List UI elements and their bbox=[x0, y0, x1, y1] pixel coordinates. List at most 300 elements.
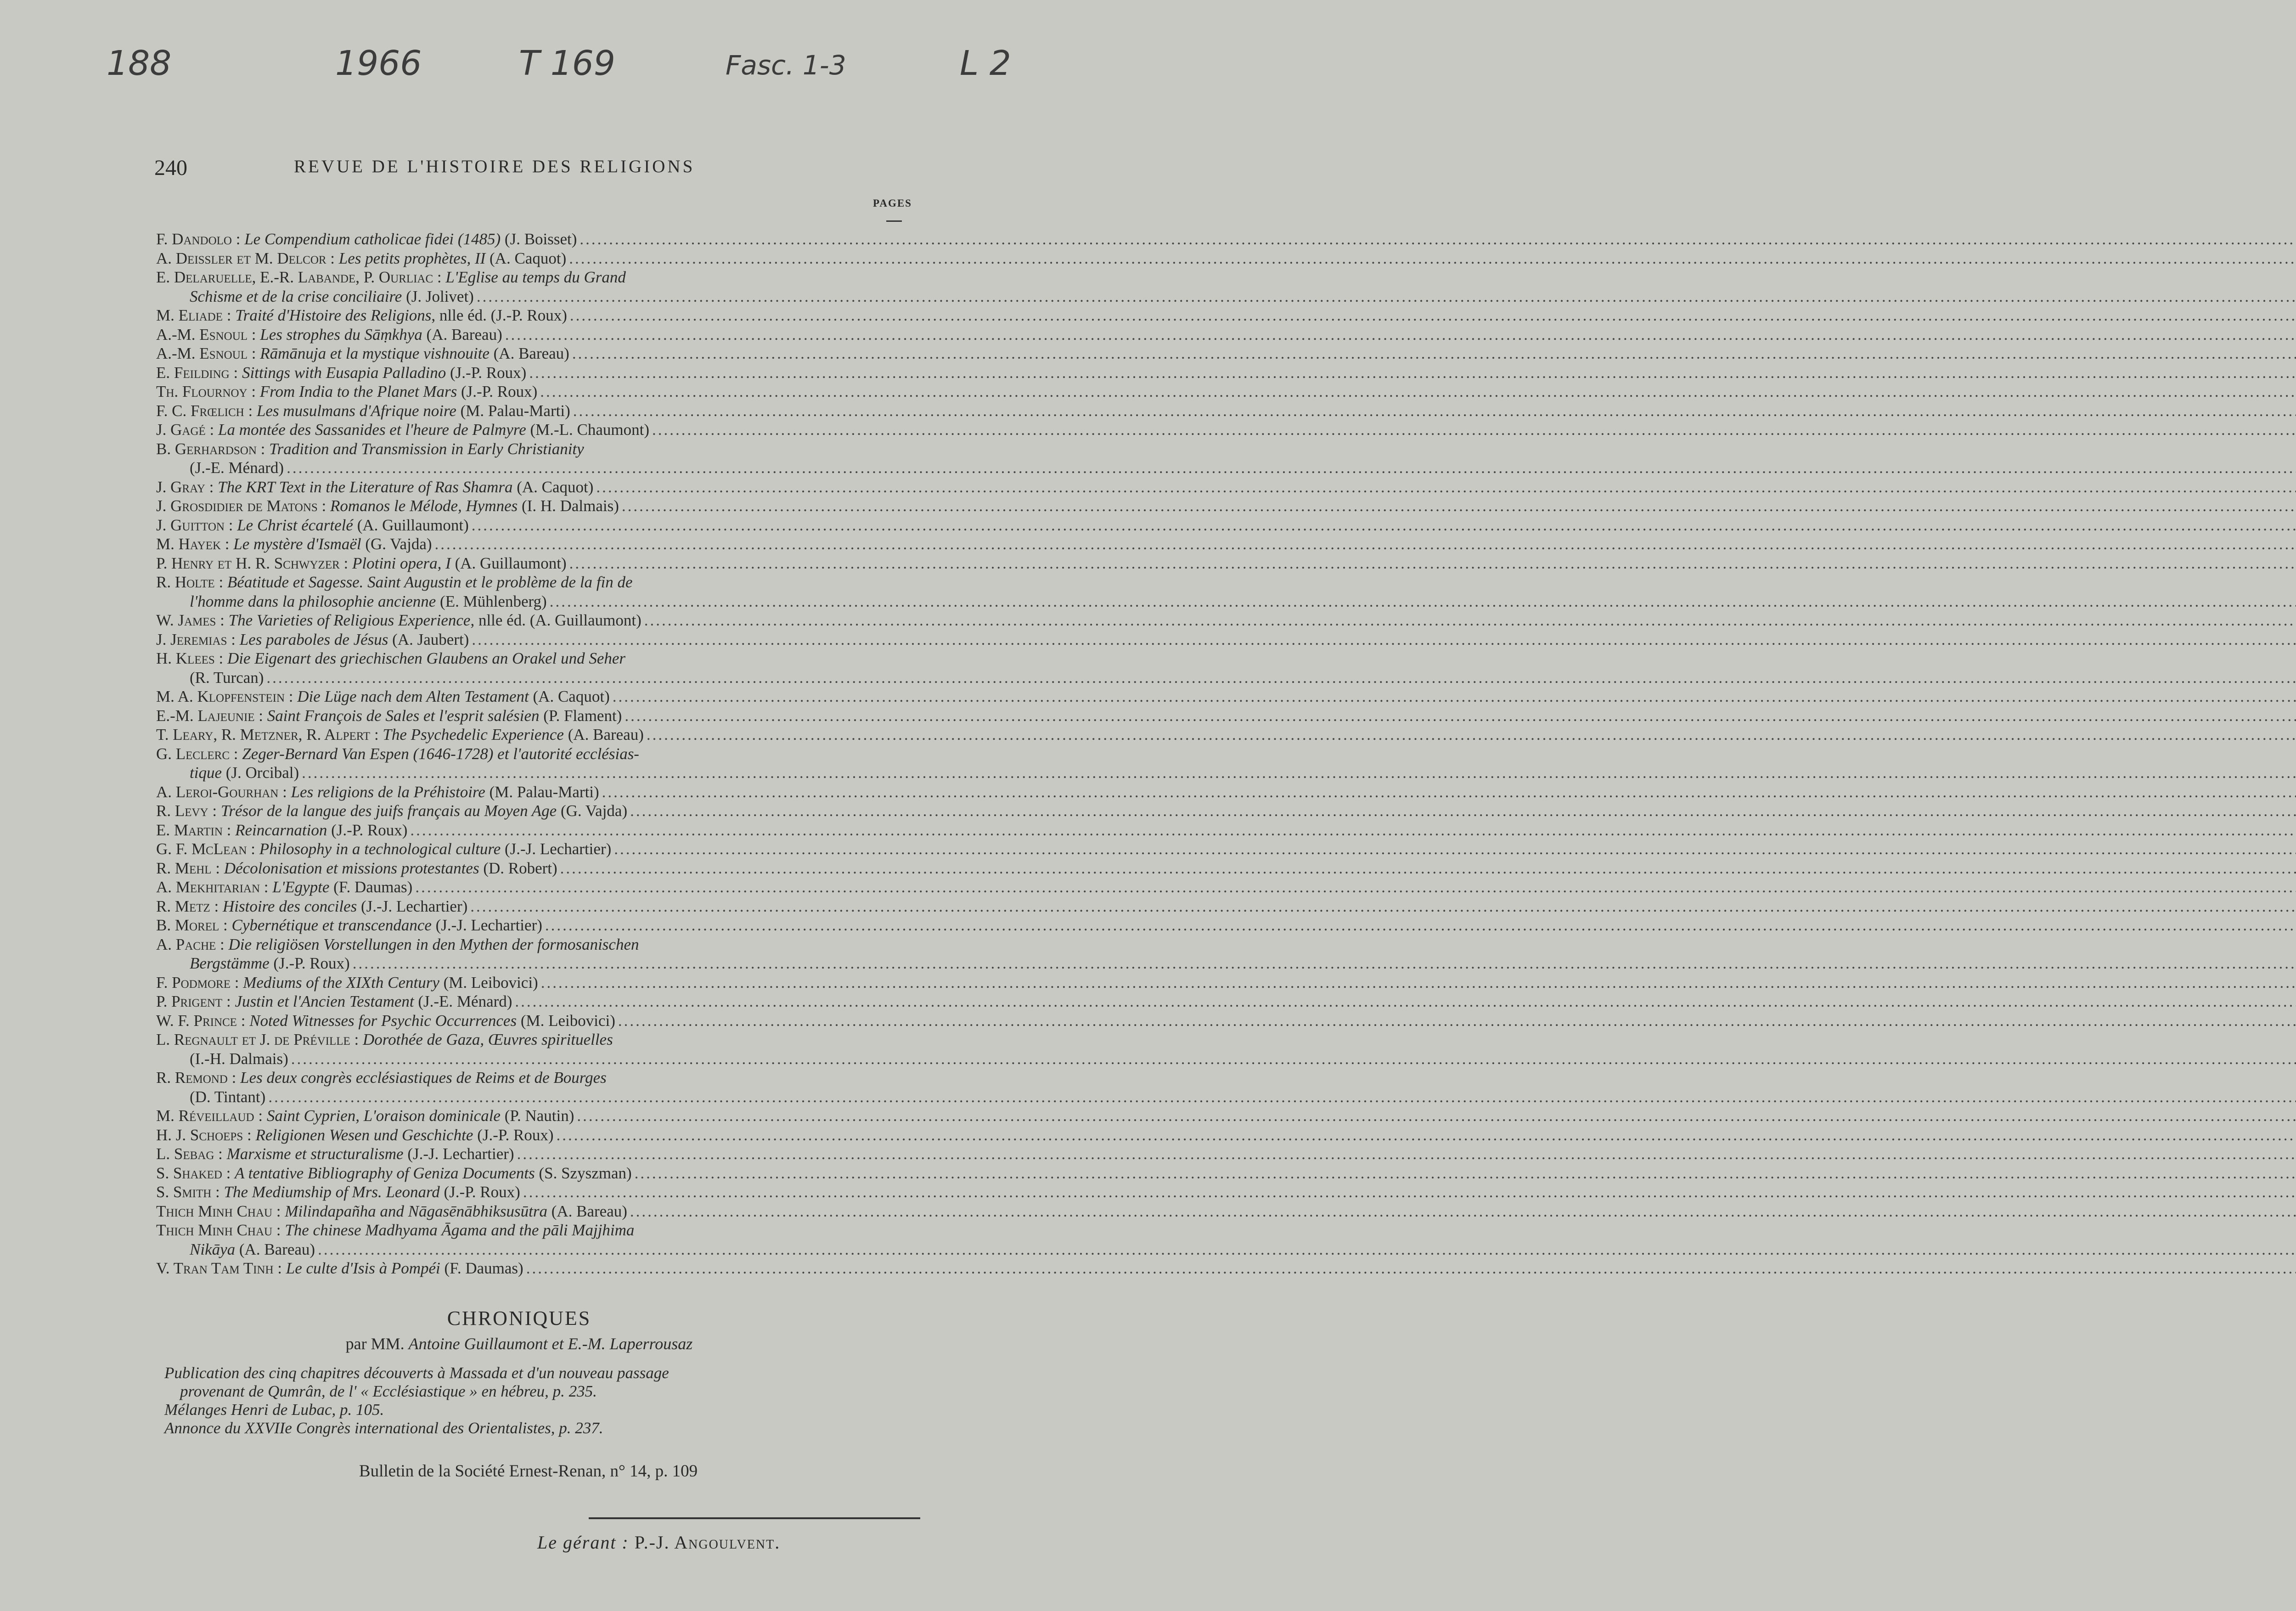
entry-text bbox=[156, 649, 625, 668]
entry-author: M. Eliade : bbox=[156, 306, 236, 324]
entry-title: The Varieties of Religious Experience bbox=[228, 611, 471, 629]
entry-reviewer: (A. Bareau) bbox=[547, 1202, 627, 1220]
entry-text bbox=[156, 382, 537, 401]
entry-line bbox=[156, 573, 924, 592]
entry-title: Les petits prophètes, II bbox=[338, 249, 486, 267]
entry-author: A.-M. Esnoul : bbox=[156, 344, 260, 362]
gerant-line bbox=[537, 1532, 780, 1553]
entry-reviewer: (A. Guillaumont) bbox=[450, 554, 567, 572]
entry-reviewer: (J.-J. Lechartier) bbox=[501, 840, 612, 858]
entry-reviewer: (M. Palau-Marti) bbox=[456, 401, 570, 420]
entry-reviewer: (J.-J. Lechartier) bbox=[403, 1145, 514, 1163]
entry-title: Cybernétique et transcendance bbox=[231, 916, 432, 934]
entry-author: E. Delaruelle, E.-R. Labande, P. Ourliac : bbox=[156, 268, 446, 286]
entry-text bbox=[190, 458, 284, 478]
gerant-name: P.-J. Angoulvent. bbox=[634, 1532, 781, 1553]
leader-dots bbox=[553, 1126, 2296, 1145]
entry-author: P. Henry et H. R. Schwyzer : bbox=[156, 554, 352, 572]
entry-text bbox=[156, 1202, 627, 1221]
entry-title: Noted Witnesses for Psychic Occurrences bbox=[249, 1011, 517, 1030]
entry-text bbox=[156, 992, 512, 1011]
entry-line bbox=[156, 630, 924, 649]
entry-author: P. Prigent : bbox=[156, 992, 235, 1010]
chronique-item: Annonce du XXVIIe Congrès international des Orientalistes, p. 237. bbox=[164, 1419, 603, 1437]
entry-reviewer: (A. Jaubert) bbox=[388, 630, 469, 648]
leader-dots bbox=[432, 535, 2296, 554]
chroniques-byline-names: Antoine Guillaumont et E.-M. Laperrousaz bbox=[408, 1335, 693, 1353]
entry-author: A. Leroi-Gourhan : bbox=[156, 783, 291, 801]
leader-dots bbox=[512, 992, 2296, 1011]
leader-dots bbox=[599, 783, 2296, 802]
entry-reviewer: (A. Caquot) bbox=[512, 478, 594, 496]
entry-line bbox=[156, 1144, 924, 1164]
entry-line bbox=[156, 420, 924, 439]
footer-rule bbox=[589, 1517, 920, 1519]
entry-reviewer: (S. Szyszman) bbox=[535, 1164, 632, 1182]
entry-reviewer: (D. Tintant) bbox=[190, 1087, 266, 1106]
entry-line bbox=[156, 325, 924, 344]
entry-author: T. Leary, R. Metzner, R. Alpert : bbox=[156, 726, 383, 744]
entry-reviewer: (A. Caquot) bbox=[529, 687, 610, 705]
leader-dots bbox=[569, 344, 2296, 363]
entry-title: The KRT Text in the Literature of Ras Shamra bbox=[218, 478, 513, 496]
handwritten-annotation: T 169 bbox=[519, 44, 615, 83]
leader-dots bbox=[467, 897, 2296, 916]
leader-dots bbox=[315, 1240, 2296, 1259]
entry-title: The Psychedelic Experience bbox=[383, 726, 564, 744]
leader-dots bbox=[288, 1049, 2296, 1069]
entry-author: S. Smith : bbox=[156, 1183, 224, 1201]
entry-continuation-line bbox=[156, 1240, 924, 1259]
entry-text bbox=[156, 821, 407, 840]
entry-text bbox=[156, 516, 469, 535]
entry-reviewer: (F. Daumas) bbox=[440, 1259, 523, 1277]
entry-author: B. Morel : bbox=[156, 916, 232, 934]
entry-author: G. F. McLean : bbox=[156, 840, 259, 858]
entry-author: E.-M. Lajeunie : bbox=[156, 706, 267, 725]
leader-dots bbox=[611, 839, 2296, 859]
entry-author: J. Gray : bbox=[156, 478, 218, 496]
entry-reviewer: (A. Bareau) bbox=[235, 1240, 315, 1258]
entry-author: L. Sebag : bbox=[156, 1145, 227, 1163]
entry-line bbox=[156, 725, 924, 744]
entry-line bbox=[156, 1068, 924, 1087]
entry-title: Die Lüge nach dem Alten Testament bbox=[297, 687, 529, 705]
entry-line bbox=[156, 363, 924, 383]
entry-title: Sittings with Eusapia Palladino bbox=[242, 363, 446, 382]
entry-text bbox=[156, 478, 593, 497]
leader-dots bbox=[557, 859, 2296, 878]
entry-line bbox=[156, 344, 924, 363]
entry-continuation-line bbox=[156, 1049, 924, 1069]
entry-line bbox=[156, 859, 924, 878]
entry-text bbox=[156, 554, 567, 573]
leader-dots bbox=[523, 1259, 2296, 1278]
leader-dots bbox=[412, 878, 2296, 897]
leader-dots bbox=[622, 706, 2296, 726]
entry-line bbox=[156, 821, 924, 840]
entry-text bbox=[156, 916, 542, 935]
leader-dots bbox=[567, 306, 2296, 325]
entry-line bbox=[156, 783, 924, 802]
entry-text bbox=[156, 897, 467, 916]
entry-title: Les deux congrès ecclésiastiques de Reims et de Bourges bbox=[240, 1069, 607, 1087]
entry-title: Saint Cyprien, L'oraison dominicale bbox=[266, 1107, 501, 1125]
entry-line bbox=[156, 1259, 924, 1278]
chroniques-list bbox=[164, 1364, 927, 1437]
entry-author: A.-M. Esnoul : bbox=[156, 325, 260, 344]
leader-dots bbox=[593, 478, 2296, 497]
entry-line bbox=[156, 744, 924, 764]
entry-line bbox=[156, 1030, 924, 1049]
running-head: REVUE DE L'HISTOIRE DES RELIGIONS bbox=[294, 157, 695, 176]
entry-line bbox=[156, 439, 924, 459]
entry-line bbox=[156, 401, 924, 421]
entry-text bbox=[156, 630, 469, 649]
entry-line bbox=[156, 535, 924, 554]
page-number: 240 bbox=[154, 156, 187, 180]
entry-reviewer: (P. Flament) bbox=[539, 706, 622, 725]
entry-line bbox=[156, 554, 924, 573]
entry-title: Les musulmans d'Afrique noire bbox=[256, 401, 456, 420]
entry-text bbox=[156, 687, 610, 706]
entry-author: Th. Flournoy : bbox=[156, 383, 260, 400]
leader-dots bbox=[547, 592, 2296, 611]
entry-line bbox=[156, 268, 924, 287]
entry-text bbox=[156, 230, 577, 249]
entry-text bbox=[190, 1240, 315, 1259]
leader-dots bbox=[615, 1011, 2296, 1031]
entry-reviewer: (G. Vajda) bbox=[557, 802, 628, 820]
entry-text bbox=[156, 611, 642, 630]
entry-title: Le Christ écartelé bbox=[237, 516, 353, 534]
entry-reviewer: (M. Leibovici) bbox=[517, 1011, 615, 1030]
entry-reviewer: , nlle éd. (A. Guillaumont) bbox=[470, 611, 642, 629]
entry-text bbox=[156, 973, 538, 992]
entry-title: Tradition and Transmission in Early Christianity bbox=[269, 439, 584, 458]
entry-line bbox=[156, 992, 924, 1011]
entry-author: M. A. Klopfenstein : bbox=[156, 687, 298, 705]
entry-text bbox=[156, 878, 412, 897]
entry-line bbox=[156, 935, 924, 954]
entry-author: M. Hayek : bbox=[156, 535, 234, 553]
entry-title: Die Eigenart des griechischen Glaubens an Orakel und Seher bbox=[227, 649, 626, 667]
entry-text bbox=[156, 439, 584, 459]
entry-title: L'Egypte bbox=[272, 878, 330, 896]
entry-title: Les paraboles de Jésus bbox=[239, 630, 388, 648]
entry-title: Romanos le Mélode, Hymnes bbox=[330, 497, 518, 515]
leader-dots bbox=[537, 382, 2296, 401]
entry-text bbox=[156, 1144, 514, 1164]
entry-author: V. Tran Tam Tinh : bbox=[156, 1259, 286, 1277]
entry-reviewer: (A. Caquot) bbox=[485, 249, 567, 267]
chroniques-title: CHRONIQUES bbox=[447, 1307, 591, 1329]
entry-author: F. Dandolo : bbox=[156, 230, 245, 248]
entry-line bbox=[156, 249, 924, 268]
entry-text bbox=[156, 1221, 634, 1240]
entry-text bbox=[156, 725, 644, 744]
leader-dots bbox=[574, 1106, 2296, 1126]
entry-continuation-line bbox=[156, 458, 924, 478]
entry-reviewer: (J.-P. Roux) bbox=[457, 383, 538, 400]
entry-title: Nikāya bbox=[190, 1240, 236, 1258]
entry-reviewer: (J.-P. Roux) bbox=[269, 954, 350, 972]
entry-text bbox=[156, 325, 502, 344]
entry-reviewer: (J.-J. Lechartier) bbox=[357, 897, 468, 915]
entry-title: Religionen Wesen und Geschichte bbox=[255, 1126, 473, 1144]
entry-author: E. Martin : bbox=[156, 821, 236, 839]
entry-reviewer: (J.-J. Lechartier) bbox=[431, 916, 542, 934]
entry-continuation-line bbox=[156, 592, 924, 611]
entry-line bbox=[156, 230, 924, 249]
entry-title: Le culte d'Isis à Pompéi bbox=[286, 1259, 440, 1277]
entry-title: The Mediumship of Mrs. Leonard bbox=[224, 1183, 440, 1201]
entry-text bbox=[190, 763, 299, 783]
entry-title: Bergstämme bbox=[190, 954, 270, 972]
entry-reviewer: (J.-E. Ménard) bbox=[190, 459, 284, 477]
entry-author: S. Shaked : bbox=[156, 1164, 235, 1182]
entry-text bbox=[156, 783, 599, 802]
entry-line bbox=[156, 897, 924, 916]
entry-author: H. J. Schoeps : bbox=[156, 1126, 256, 1144]
entry-line bbox=[156, 973, 924, 992]
entry-line bbox=[156, 878, 924, 897]
leader-dots bbox=[265, 1087, 2296, 1107]
entry-title: Trésor de la langue des juifs français au Moyen Age bbox=[220, 802, 557, 820]
entry-line bbox=[156, 306, 924, 325]
entry-reviewer: (M. Palau-Marti) bbox=[485, 783, 599, 801]
entry-author: M. Réveillaud : bbox=[156, 1107, 267, 1125]
entry-reviewer: (F. Daumas) bbox=[329, 878, 413, 896]
entry-title: A tentative Bibliography of Geniza Documents bbox=[235, 1164, 535, 1182]
entry-line bbox=[156, 649, 924, 668]
entry-reviewer: (R. Turcan) bbox=[190, 668, 264, 687]
entry-reviewer: (I.-H. Dalmais) bbox=[190, 1049, 288, 1068]
entry-line bbox=[156, 611, 924, 630]
entry-text bbox=[156, 801, 627, 821]
entry-author: W. James : bbox=[156, 611, 229, 629]
entry-author: W. F. Prince : bbox=[156, 1011, 250, 1030]
entry-text bbox=[156, 706, 622, 726]
entry-author: R. Metz : bbox=[156, 897, 223, 915]
leader-dots bbox=[474, 287, 2296, 306]
entry-author: Thich Minh Chau : bbox=[156, 1221, 285, 1239]
entry-author: A. Deissler et M. Delcor : bbox=[156, 249, 339, 267]
entry-line bbox=[156, 1164, 924, 1183]
entry-reviewer: (E. Mühlenberg) bbox=[436, 592, 547, 610]
leader-dots bbox=[567, 554, 2296, 573]
entry-reviewer: (A. Bareau) bbox=[422, 325, 502, 344]
entry-continuation-line bbox=[156, 954, 924, 973]
entry-continuation-line bbox=[156, 763, 924, 783]
entry-title: Les religions de la Préhistoire bbox=[291, 783, 485, 801]
entry-reviewer: (A. Guillaumont) bbox=[353, 516, 469, 534]
entry-line bbox=[156, 916, 924, 935]
gerant-label: Le gérant : bbox=[537, 1532, 629, 1553]
leader-dots bbox=[264, 668, 2296, 687]
entry-reviewer: (D. Robert) bbox=[479, 859, 557, 877]
entry-title: Justin et l'Ancien Testament bbox=[235, 992, 414, 1010]
entry-author: J. Gagé : bbox=[156, 421, 218, 439]
entry-title: The chinese Madhyama Āgama and the pāli Majjhima bbox=[285, 1221, 635, 1239]
review-index bbox=[156, 230, 924, 1278]
entry-continuation-line bbox=[156, 287, 924, 306]
leader-dots bbox=[542, 916, 2296, 935]
entry-title: l'homme dans la philosophie ancienne bbox=[190, 592, 436, 610]
leader-dots bbox=[570, 401, 2296, 421]
bulletin-reference: Bulletin de la Société Ernest-Renan, n° 14, p. 109 bbox=[359, 1462, 698, 1481]
entry-author: J. Grosdidier de Matons : bbox=[156, 497, 331, 515]
leader-dots bbox=[407, 821, 2296, 840]
entry-title: From India to the Planet Mars bbox=[259, 383, 457, 400]
entry-reviewer: (J. Jolivet) bbox=[402, 287, 474, 305]
entry-author: H. Klees : bbox=[156, 649, 227, 667]
entry-text bbox=[156, 1011, 615, 1031]
entry-reviewer: (G. Vajda) bbox=[361, 535, 432, 553]
entry-reviewer: (J.-P. Roux) bbox=[473, 1126, 554, 1144]
entry-text bbox=[190, 668, 264, 687]
entry-line bbox=[156, 687, 924, 706]
entry-text bbox=[156, 249, 566, 268]
leader-dots bbox=[610, 687, 2296, 706]
leader-dots bbox=[514, 1144, 2296, 1164]
entry-reviewer: (A. Bareau) bbox=[563, 726, 644, 744]
entry-title: Milindapañha and Nāgasēnābhiksusūtra bbox=[285, 1202, 547, 1220]
entry-text bbox=[156, 1164, 632, 1183]
entry-text bbox=[156, 496, 619, 516]
leader-dots bbox=[526, 363, 2296, 383]
entry-continuation-line bbox=[156, 1087, 924, 1107]
entry-title: Plotini opera, I bbox=[352, 554, 451, 572]
entry-line bbox=[156, 706, 924, 726]
entry-title: Les strophes du Sāṃkhya bbox=[260, 325, 422, 344]
pages-column-dash bbox=[886, 220, 902, 222]
entry-line bbox=[156, 839, 924, 859]
entry-reviewer: (J.-P. Roux) bbox=[439, 1183, 520, 1201]
entry-author: R. Holte : bbox=[156, 573, 227, 591]
handwritten-annotation: L 2 bbox=[960, 44, 1011, 83]
entry-reviewer: (J. Orcibal) bbox=[221, 764, 299, 782]
entry-author: R. Mehl : bbox=[156, 859, 224, 877]
entry-text bbox=[156, 401, 570, 421]
entry-text bbox=[190, 954, 350, 973]
entry-title: Zeger-Bernard Van Espen (1646-1728) et l'autorité ecclésias- bbox=[242, 744, 639, 763]
entry-line bbox=[156, 1183, 924, 1202]
entry-text bbox=[156, 363, 526, 383]
entry-text bbox=[156, 573, 633, 592]
leader-dots bbox=[566, 249, 2296, 268]
entry-line bbox=[156, 1202, 924, 1221]
entry-title: tique bbox=[190, 764, 222, 782]
entry-title: Philosophy in a technological culture bbox=[259, 840, 501, 858]
entry-title: Schisme et de la crise conciliaire bbox=[190, 287, 402, 305]
entry-reviewer: (I. H. Dalmais) bbox=[518, 497, 619, 515]
chronique-item: Mélanges Henri de Lubac, p. 105. bbox=[164, 1401, 384, 1419]
leader-dots bbox=[284, 458, 2296, 478]
entry-text bbox=[156, 1259, 523, 1278]
entry-text bbox=[156, 859, 557, 878]
entry-text bbox=[156, 344, 569, 363]
entry-author: G. Leclerc : bbox=[156, 744, 242, 763]
entry-line bbox=[156, 801, 924, 821]
entry-reviewer: (J. Boisset) bbox=[501, 230, 577, 248]
handwritten-annotation: Fasc. 1-3 bbox=[726, 50, 846, 81]
entry-reviewer: , nlle éd. (J.-P. Roux) bbox=[431, 306, 567, 324]
entry-text bbox=[156, 1126, 553, 1145]
leader-dots bbox=[627, 801, 2296, 821]
entry-title: Die religiösen Vorstellungen in den Mythen der formosanischen bbox=[228, 935, 639, 953]
leader-dots bbox=[619, 496, 2296, 516]
entry-title: Le mystère d'Ismaël bbox=[233, 535, 361, 553]
entry-line bbox=[156, 1221, 924, 1240]
entry-reviewer: (M. Leibovici) bbox=[439, 973, 538, 991]
entry-reviewer: (P. Nautin) bbox=[500, 1107, 574, 1125]
entry-text bbox=[190, 1087, 265, 1107]
leader-dots bbox=[350, 954, 2296, 973]
entry-author: B. Gerhardson : bbox=[156, 439, 270, 458]
entry-title: Béatitude et Sagesse. Saint Augustin et le problème de la fin de bbox=[227, 573, 633, 591]
entry-author: A. Pache : bbox=[156, 935, 229, 953]
entry-title: Décolonisation et missions protestantes bbox=[224, 859, 479, 877]
chronique-item: provenant de Qumrân, de l' « Ecclésiastique » en hébreu, p. 235. bbox=[180, 1382, 597, 1400]
entry-line bbox=[156, 516, 924, 535]
entry-reviewer: (J.-P. Roux) bbox=[327, 821, 408, 839]
entry-author: R. Levy : bbox=[156, 802, 221, 820]
entry-text bbox=[190, 287, 474, 306]
entry-title: Rāmānuja et la mystique vishnouite bbox=[260, 344, 490, 362]
entry-title: La montée des Sassanides et l'heure de Palmyre bbox=[218, 421, 526, 439]
leader-dots bbox=[502, 325, 2296, 344]
entry-title: Reincarnation bbox=[235, 821, 327, 839]
leader-dots bbox=[577, 230, 2296, 249]
entry-line bbox=[156, 1106, 924, 1126]
leader-dots bbox=[627, 1202, 2296, 1221]
entry-reviewer: (J.-P. Roux) bbox=[446, 363, 527, 382]
entry-author: A. Mekhitarian : bbox=[156, 878, 273, 896]
entry-title: L'Eglise au temps du Grand bbox=[445, 268, 626, 286]
entry-author: E. Feilding : bbox=[156, 363, 242, 382]
chronique-item: Publication des cinq chapitres découverts à Massada et d'un nouveau passage bbox=[164, 1364, 669, 1382]
entry-text bbox=[156, 268, 626, 287]
entry-author: F. Podmore : bbox=[156, 973, 243, 991]
entry-text bbox=[156, 1068, 607, 1087]
entry-title: Saint François de Sales et l'esprit salésien bbox=[267, 706, 540, 725]
entry-author: J. Jeremias : bbox=[156, 630, 240, 648]
entry-line bbox=[156, 1011, 924, 1031]
entry-text bbox=[156, 744, 639, 764]
entry-line bbox=[156, 1126, 924, 1145]
leader-dots bbox=[299, 763, 2296, 783]
entry-text bbox=[190, 1049, 288, 1069]
entry-text bbox=[156, 306, 567, 325]
entry-author: J. Guitton : bbox=[156, 516, 237, 534]
chroniques-byline-prefix: par MM. bbox=[345, 1335, 409, 1353]
entry-title: Dorothée de Gaza, Œuvres spirituelles bbox=[363, 1031, 613, 1048]
entry-author: Thich Minh Chau : bbox=[156, 1202, 285, 1220]
leader-dots bbox=[469, 630, 2296, 649]
entry-reviewer: (J.-E. Ménard) bbox=[414, 992, 512, 1010]
entry-text bbox=[156, 1106, 574, 1126]
entry-text bbox=[156, 535, 432, 554]
leader-dots bbox=[649, 420, 2296, 439]
entry-line bbox=[156, 496, 924, 516]
chroniques-byline bbox=[0, 1334, 1066, 1353]
leader-dots bbox=[520, 1183, 2296, 1202]
entry-line bbox=[156, 382, 924, 401]
entry-title: Traité d'Histoire des Religions bbox=[235, 306, 432, 324]
entry-author: F. C. Frœlich : bbox=[156, 401, 257, 420]
entry-text bbox=[156, 420, 649, 439]
